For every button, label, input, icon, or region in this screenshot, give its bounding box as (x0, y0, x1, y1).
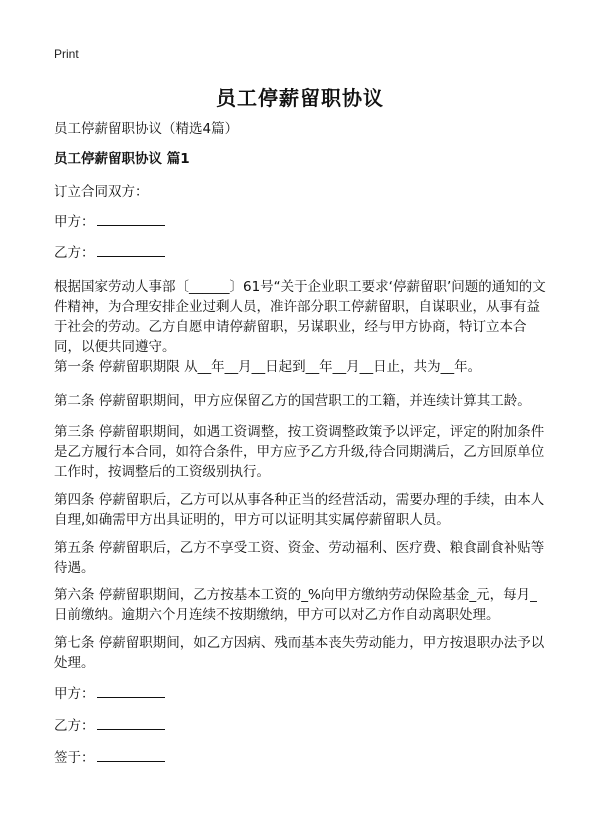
signature-party-a-blank (97, 683, 165, 698)
paragraph-article-2: 第二条 停薪留职期间，甲方应保留乙方的国营职工的工籍，并连续计算其工龄。 (54, 393, 531, 409)
page-title: 员工停薪留职协议 (216, 86, 384, 110)
print-label: Print (54, 47, 79, 61)
signature-party-b-line (54, 715, 165, 736)
intro-text: 订立合同双方： (54, 184, 149, 200)
signed-at-blank (97, 747, 165, 762)
signature-party-a-label: 甲方： (54, 686, 95, 702)
party-b-blank (97, 242, 165, 257)
signature-party-a-line (54, 683, 165, 704)
paragraph-article-5: 第五条 停薪留职后，乙方不享受工资、资金、劳动福利、医疗费、粮食副食补贴等待遇。 (54, 540, 545, 576)
party-a-blank (97, 211, 165, 226)
signed-at-line (54, 747, 165, 768)
section-heading: 员工停薪留职协议 篇1 (54, 151, 190, 167)
paragraph-article-6: 第六条 停薪留职期间，乙方按基本工资的_%向甲方缴纳劳动保险基金_元，每月_日前缴纳。逾期六个月连续不按期缴纳，甲方可以对乙方作自动离职处理。 (54, 587, 537, 623)
signed-at-label: 签于： (54, 750, 95, 766)
party-a-label: 甲方： (54, 214, 95, 230)
paragraph-article-7: 第七条 停薪留职期间，如乙方因病、残而基本丧失劳动能力，甲方按退职办法予以处理。 (54, 635, 545, 671)
party-a-line (54, 211, 165, 232)
document-subtitle: 员工停薪留职协议（精选4篇） (54, 121, 239, 137)
paragraph-preamble: 根据国家劳动人事部〔______〕61号“关于企业职工要求‘停薪留职’问题的通知的文件精神，为合理安排企业过剩人员，准许部分职工停薪留职，自谋职业，从事有益于社会的劳动。乙方自愿申请停薪留职，另谋职业，经与甲方协商，特订立本合同，以便共同遵守。 (54, 279, 546, 355)
signature-party-b-blank (97, 715, 165, 730)
paragraph-article-1: 第一条 停薪留职期限 从__年__月__日起到__年__月__日止，共为__年。 (54, 359, 482, 375)
paragraph-article-4: 第四条 停薪留职后，乙方可以从事各种正当的经营活动，需要办理的手续，由本人自理,如确需甲方出具证明的，甲方可以证明其实属停薪留职人员。 (54, 492, 545, 528)
party-b-label: 乙方： (54, 245, 95, 261)
signature-party-b-label: 乙方： (54, 718, 95, 734)
paragraph-article-3: 第三条 停薪留职期间，如遇工资调整，按工资调整政策予以评定，评定的附加条件是乙方履行本合同，如符合条件，甲方应予乙方升级,待合同期满后，乙方回原单位工作时，按调整后的工资级别执行。 (54, 424, 545, 480)
party-b-line (54, 242, 165, 263)
